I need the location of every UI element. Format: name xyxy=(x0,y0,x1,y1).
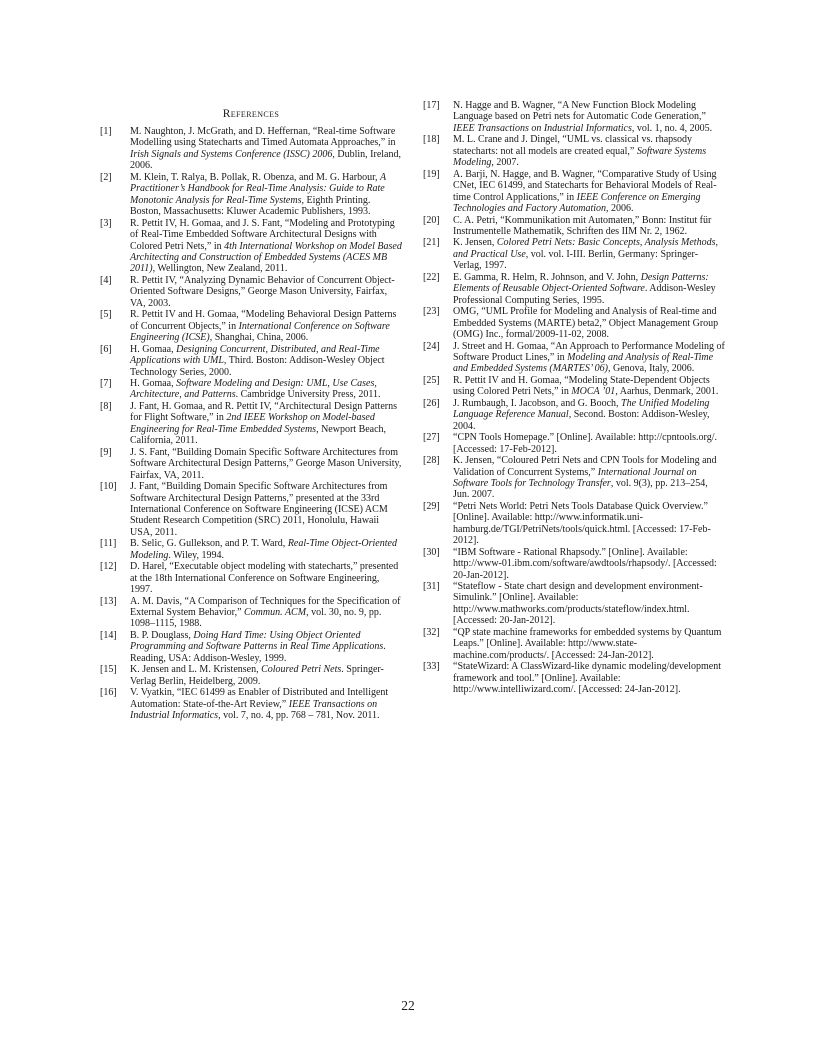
reference-venue-title: IEEE Conference on Emerging Technologies and Factory Automation xyxy=(453,191,701,215)
reference-venue-title: IEEE Transactions on Industrial Informatics xyxy=(453,122,632,134)
reference-venue-title: Colored Petri Nets: Basic Concepts, Analysis Methods, and Practical Use xyxy=(453,237,718,260)
reference-number: [17] xyxy=(423,100,440,111)
reference-text-tail: , Newport Beach, California, 2011. xyxy=(130,423,387,447)
reference-venue-title: A Practitioner’s Handbook for Real-Time Analysis: Guide to Rate Monotonic Analysis for Real-Time Systems xyxy=(130,171,386,206)
reference-number: [24] xyxy=(423,340,440,352)
reference-text-lead: R. Pettit IV, “Analyzing Dynamic Behavior of Concurrent Object-Oriented Software Designs,” George Mason University, Fairfax, VA, 2003. xyxy=(130,274,395,309)
reference-venue-title: 4th International Workshop on Model Based Architecting and Construction of Embedded Systems (ACES MB 2011) xyxy=(130,240,402,275)
reference-entry xyxy=(100,401,402,447)
reference-text-lead: “Stateflow - State chart design and development environment- Simulink.” [Online]. Available: http://www.mathworks.com/products/stateflow/index.html. [Accessed: 20-Jan-2012]. xyxy=(453,581,703,627)
reference-text xyxy=(453,237,725,271)
reference-venue-title: Irish Signals and Systems Conference (ISSC) 2006 xyxy=(130,148,333,160)
reference-venue-title: Software Systems Modeling xyxy=(453,145,707,169)
reference-text xyxy=(130,126,402,172)
reference-entry xyxy=(100,275,402,309)
reference-text xyxy=(130,538,402,561)
reference-entry xyxy=(100,126,402,172)
reference-entry xyxy=(100,538,402,561)
reference-text-lead: “CPN Tools Homepage.” [Online]. Available: http://cpntools.org/. [Accessed: 17-Feb-2012]. xyxy=(453,432,717,455)
reference-entry xyxy=(100,172,402,218)
reference-text xyxy=(453,455,725,501)
reference-venue-title: Modeling and Analysis of Real-Time and Embedded Systems (MARTES’ 06) xyxy=(453,351,714,375)
reference-text xyxy=(453,432,725,455)
reference-number: [15] xyxy=(100,664,117,676)
reference-entry xyxy=(100,561,402,595)
reference-number: [13] xyxy=(100,595,117,607)
reference-text-lead: A. M. Davis, “A Comparison of Techniques for the Specification of External System Behavior,” xyxy=(130,595,401,619)
reference-entry xyxy=(100,344,402,378)
reference-text xyxy=(130,447,402,481)
reference-text-tail: , vol. 7, no. 4, pp. 768 – 781, Nov. 2011. xyxy=(218,710,380,722)
reference-number: [12] xyxy=(100,561,117,573)
reference-entry xyxy=(423,398,725,432)
reference-text xyxy=(130,596,402,630)
reference-text-tail: , vol. 9(3), pp. 213–254, Jun. 2007. xyxy=(453,477,708,501)
reference-text xyxy=(453,134,725,168)
reference-text-lead: “IBM Software - Rational Rhapsody.” [Online]. Available: http://www-01.ibm.com/software/awdtools/rhapsody/. [Accessed: 20-Jan-2012]. xyxy=(453,546,717,581)
reference-text-lead: B. Selic, G. Gullekson, and P. T. Ward, xyxy=(130,538,288,550)
reference-text-lead: M. Klein, T. Ralya, B. Pollak, R. Obenza, and M. G. Harbour, xyxy=(130,171,381,183)
reference-text-lead: R. Pettit IV and H. Gomaa, “Modeling Behavioral Design Patterns of Concurrent Objects,” in xyxy=(130,309,397,332)
reference-text-lead: “StateWizard: A ClassWizard-like dynamic modeling/development framework and tool.” [Online]. Available: http://www.intelliwizard.com/. [Accessed: 24-Jan-2012]. xyxy=(453,661,722,696)
reference-text xyxy=(453,272,725,306)
reference-number: [29] xyxy=(423,500,440,512)
reference-venue-title: MOCA ’01 xyxy=(571,386,616,398)
reference-text-tail: , Genova, Italy, 2006. xyxy=(607,363,695,375)
reference-venue-title: IEEE Transactions on Industrial Informatics xyxy=(130,698,378,722)
reference-text-lead: M. L. Crane and J. Dingel, “UML vs. classical vs. rhapsody statecharts: not all models are created equal,” xyxy=(453,134,693,157)
reference-number: [22] xyxy=(423,271,440,283)
reference-text-lead: D. Harel, “Executable object modeling with statecharts,” presented at the 18th International Conference on Software Engineering, 1997. xyxy=(130,561,399,596)
reference-entry xyxy=(423,501,725,547)
reference-text-lead: “Petri Nets World: Petri Nets Tools Database Quick Overview.” [Online]. Available: http://www.informatik.uni-hamburg.de/TGI/PetriNets/tools/quick.html. [Accessed: 17-Feb-2012]. xyxy=(453,500,711,547)
reference-text xyxy=(130,481,402,538)
reference-text-lead: H. Gomaa, xyxy=(130,343,177,355)
reference-number: [23] xyxy=(423,306,440,318)
reference-venue-title: International Conference on Software Engineering (ICSE) xyxy=(130,320,390,344)
reference-venue-title: Designing Concurrent, Distributed, and Real-Time Applications with UML xyxy=(130,343,380,367)
reference-venue-title: Coloured Petri Nets xyxy=(261,664,342,676)
reference-text-tail: , vol. vol. I-III. Berlin, Germany: Springer-Verlag, 1997. xyxy=(453,248,699,272)
reference-text-lead: A. Barji, N. Hagge, and B. Wagner, “Comparative Study of Using CNet, IEC 61499, and Statecharts for Behavioral Models of Real-time Control Applications,” in xyxy=(453,168,717,203)
reference-entry xyxy=(100,630,402,664)
reference-text-tail: , Aarhus, Denmark, 2001. xyxy=(615,386,719,398)
reference-number: [33] xyxy=(423,661,440,673)
reference-list-right xyxy=(423,100,725,696)
reference-entry xyxy=(423,215,725,238)
reference-number: [19] xyxy=(423,168,440,180)
reference-text-lead: K. Jensen and L. M. Kristensen, xyxy=(130,664,262,676)
reference-venue-title: Software Modeling and Design: UML, Use Cases, Architecture, and Patterns xyxy=(130,377,377,401)
reference-venue-title: Commun. ACM xyxy=(244,607,307,619)
reference-text-lead: N. Hagge and B. Wagner, “A New Function Block Modeling Language based on Petri nets for Automatic Code Generation,” xyxy=(453,100,706,123)
reference-text-lead: V. Vyatkin, “IEC 61499 as Enabler of Distributed and Intelligent Automation: State-of-the-Art Review,” xyxy=(130,687,389,710)
reference-entry xyxy=(100,309,402,343)
reference-text xyxy=(453,306,725,340)
reference-text xyxy=(130,218,402,275)
reference-venue-title: International Journal on Software Tools for Technology Transfer xyxy=(453,466,697,489)
reference-text-lead: H. Gomaa, xyxy=(130,377,177,389)
reference-text-lead: C. A. Petri, “Kommunikation mit Automaten,” Bonn: Institut für Instrumentelle Mathematik, Schriften des IIM Nr. 2, 1962. xyxy=(453,214,712,237)
references-right-column xyxy=(423,100,725,696)
reference-text xyxy=(453,627,725,661)
reference-number: [4] xyxy=(100,274,112,286)
reference-number: [11] xyxy=(100,538,117,550)
reference-text-tail: . Cambridge University Press, 2011. xyxy=(235,389,381,401)
reference-text-tail: , Third. Boston: Addison-Wesley Object Technology Series, 2000. xyxy=(130,355,385,378)
reference-number: [16] xyxy=(100,687,117,699)
reference-text-lead: K. Jensen, xyxy=(453,237,497,249)
reference-entry xyxy=(100,596,402,630)
reference-text-tail: , 2007. xyxy=(491,157,519,169)
reference-text xyxy=(130,344,402,378)
reference-number: [30] xyxy=(423,546,440,558)
reference-text xyxy=(130,664,402,687)
reference-number: [9] xyxy=(100,446,112,458)
reference-entry xyxy=(423,581,725,627)
reference-entry xyxy=(100,447,402,481)
reference-entry xyxy=(423,455,725,501)
reference-text-tail: , Second. Boston: Addison-Wesley, 2004. xyxy=(453,409,710,432)
reference-text-tail: , Wellington, New Zealand, 2011. xyxy=(152,263,288,275)
reference-entry xyxy=(100,378,402,401)
reference-number: [28] xyxy=(423,455,440,467)
reference-text-tail: . Addison-Wesley Professional Computing Series, 1995. xyxy=(453,283,716,306)
reference-text-lead: OMG, “UML Profile for Modeling and Analysis of Real-time and Embedded Systems (MARTE) beta2,” Object Management Group (OMG) Inc., formal/2009-11-02, 2008. xyxy=(453,306,719,341)
reference-text xyxy=(130,401,402,447)
reference-entry xyxy=(423,627,725,661)
reference-number: [14] xyxy=(100,629,117,641)
reference-number: [10] xyxy=(100,481,117,493)
reference-text xyxy=(453,661,725,695)
reference-entry xyxy=(423,341,725,375)
reference-text-tail: . Springer-Verlag Berlin, Heidelberg, 2009. xyxy=(130,664,384,687)
reference-entry xyxy=(423,661,725,695)
reference-entry xyxy=(100,218,402,275)
reference-text-tail: . Reading, USA: Addison-Wesley, 1999. xyxy=(130,641,386,664)
reference-text xyxy=(453,581,725,627)
reference-number: [3] xyxy=(100,217,112,229)
reference-text xyxy=(453,341,725,375)
reference-text-lead: J. Street and H. Gomaa, “An Approach to Performance Modeling of Software Product Lines,” in xyxy=(453,340,725,363)
reference-text xyxy=(453,547,725,581)
reference-number: [6] xyxy=(100,343,112,355)
reference-list-left xyxy=(100,126,402,722)
reference-entry xyxy=(423,169,725,215)
references-heading: References xyxy=(222,108,280,120)
reference-entry xyxy=(423,375,725,398)
reference-venue-title: Real-Time Object-Oriented Modeling xyxy=(130,538,397,561)
reference-text-lead: K. Jensen, “Coloured Petri Nets and CPN Tools for Modeling and Validation of Concurrent Systems,” xyxy=(453,455,717,478)
reference-venue-title: 2nd IEEE Workshop on Model-based Engineering for Real-Time Embedded Systems xyxy=(130,412,375,435)
reference-number: [27] xyxy=(423,432,440,444)
reference-venue-title: The Unified Modeling Language Reference Manual xyxy=(453,397,710,421)
reference-text-tail: , 2006. xyxy=(606,203,634,215)
reference-text-lead: “QP state machine frameworks for embedded systems by Quantum Leaps.” [Online]. Available: http://www.state-machine.com/products/. [Accessed: 24-Jan-2012]. xyxy=(453,626,722,661)
reference-text-tail: , Shanghai, China, 2006. xyxy=(209,332,309,344)
reference-text xyxy=(130,378,402,401)
reference-text xyxy=(453,375,725,398)
reference-text-lead: E. Gamma, R. Helm, R. Johnson, and V. John, xyxy=(453,271,641,283)
reference-number: [25] xyxy=(423,374,440,386)
reference-number: [2] xyxy=(100,171,112,183)
reference-text-lead: B. P. Douglass, xyxy=(130,629,194,641)
reference-text-tail: , Dublin, Ireland, 2006. xyxy=(130,148,401,172)
reference-entry xyxy=(423,100,725,134)
reference-text-tail: , vol. 30, no. 9, pp. 1098–1115, 1988. xyxy=(130,607,382,630)
reference-number: [21] xyxy=(423,237,440,249)
reference-text xyxy=(130,561,402,595)
reference-text-tail: . Wiley, 1994. xyxy=(168,549,225,561)
reference-entry xyxy=(100,664,402,687)
reference-entry xyxy=(100,481,402,538)
reference-text xyxy=(130,309,402,343)
reference-entry xyxy=(423,272,725,306)
reference-text-tail: , vol. 1, no. 4, 2005. xyxy=(631,122,713,134)
reference-text-lead: R. Pettit IV and H. Gomaa, “Modeling State-Dependent Objects using Colored Petri Nets,” in xyxy=(453,374,710,398)
reference-number: [26] xyxy=(423,397,440,409)
reference-entry xyxy=(423,432,725,455)
references-left-column xyxy=(100,108,402,722)
reference-entry xyxy=(423,237,725,271)
reference-number: [31] xyxy=(423,581,440,593)
reference-number: [32] xyxy=(423,626,440,638)
reference-number: [18] xyxy=(423,134,440,146)
reference-entry xyxy=(423,134,725,168)
reference-text xyxy=(453,169,725,215)
reference-text xyxy=(453,215,725,238)
reference-text xyxy=(130,275,402,309)
reference-text xyxy=(130,172,402,218)
reference-text xyxy=(130,687,402,721)
reference-text xyxy=(130,630,402,664)
reference-text xyxy=(453,398,725,432)
reference-text-lead: J. Rumbaugh, I. Jacobson, and G. Booch, xyxy=(453,397,622,409)
reference-number: [7] xyxy=(100,377,112,389)
reference-entry xyxy=(423,547,725,581)
reference-text xyxy=(453,100,725,134)
page-number: 22 xyxy=(401,998,415,1013)
reference-number: [5] xyxy=(100,309,112,321)
reference-text-tail: , Eighth Printing. Boston, Massachusetts: Kluwer Academic Publishers, 1993. xyxy=(130,194,371,218)
reference-text-lead: M. Naughton, J. McGrath, and D. Heffernan, “Real-time Software Modelling using Statecharts and Timed Automata Approaches,” in xyxy=(130,126,396,149)
reference-entry xyxy=(100,687,402,721)
reference-number: [1] xyxy=(100,126,112,137)
reference-number: [8] xyxy=(100,400,112,412)
reference-venue-title: Design Patterns: Elements of Reusable Object-Oriented Software xyxy=(453,271,709,295)
reference-text xyxy=(453,501,725,547)
reference-text-lead: J. S. Fant, “Building Domain Specific Software Architectures from Software Architectural Design Patterns,” George Mason University, Fairfax, VA, 2011. xyxy=(130,446,402,481)
reference-number: [20] xyxy=(423,214,440,226)
reference-venue-title: Doing Hard Time: Using Object Oriented Programming and Software Patterns in Real Time Applications xyxy=(130,629,384,653)
reference-text-lead: J. Fant, H. Gomaa, and R. Pettit IV, “Architectural Design Patterns for Flight Software,” in xyxy=(130,400,397,424)
reference-entry xyxy=(423,306,725,340)
reference-text-lead: J. Fant, “Building Domain Specific Software Architectures from Software Architectural Design Patterns,” presented at the 33rd International Conference on Software Engineering (ICSE) ACM Student Research Competition (SRC) 2011, Honolulu, Hawaii USA, 2011. xyxy=(130,481,388,538)
reference-text-lead: R. Pettit IV, H. Gomaa, and J. S. Fant, “Modeling and Prototyping of Real-Time Embedded Software Architectural Designs with Colored Petri Nets,” in xyxy=(130,217,395,252)
